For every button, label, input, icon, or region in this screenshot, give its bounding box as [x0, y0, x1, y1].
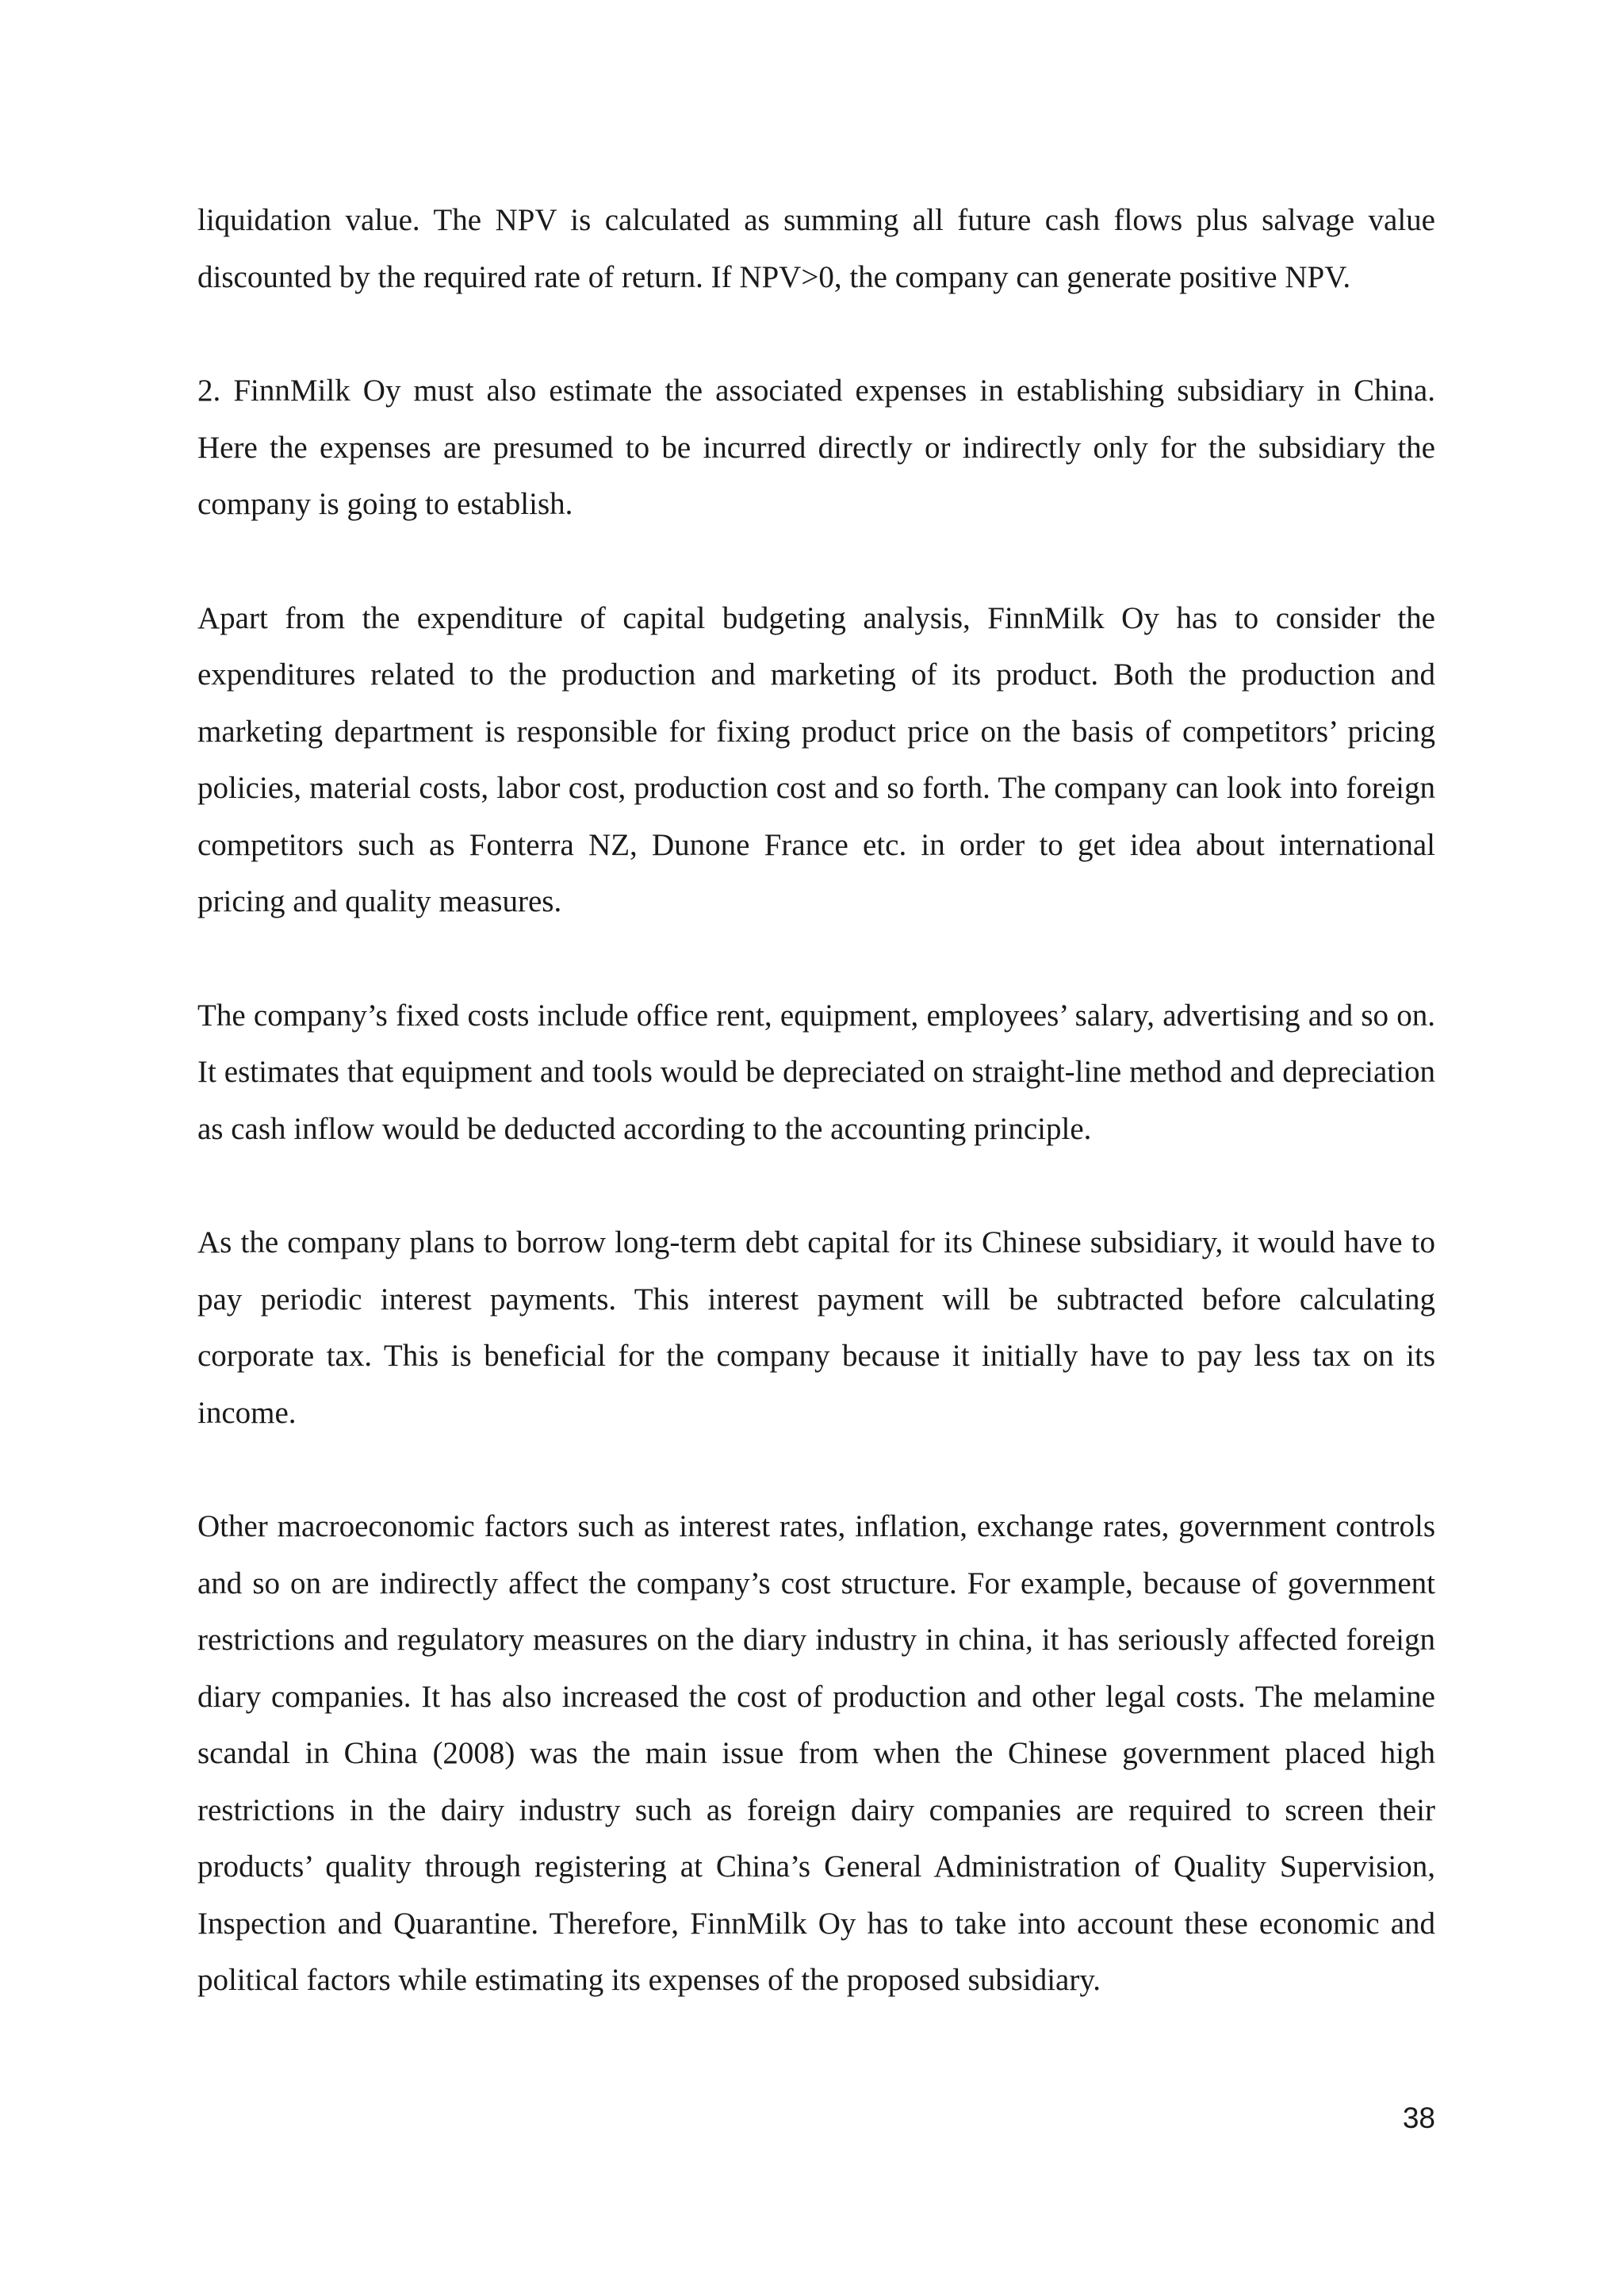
page-number: 38 [1402, 2102, 1435, 2134]
paragraph-interest-payments: As the company plans to borrow long-term debt capital for its Chinese subsidiary, it would have to pay periodic interest payments. This interest payment will be subtracted before calculating corporate tax. This is beneficial for the company because it initially have to pay less tax on its income. [197, 1225, 1435, 1430]
paragraph-macroeconomic-factors: Other macroeconomic factors such as interest rates, inflation, exchange rates, government controls and so on are indirectly affect the company’s cost structure. For example, because of government restrictions and regulatory measures on the diary industry in china, it has seriously affected foreign diary companies. It has also increased the cost of production and other legal costs. The melamine scandal in China (2008) was the main issue from when the Chinese government placed high restrictions in the dairy industry such as foreign dairy companies are required to screen their products’ quality through registering at China’s General Administration of Quality Supervision, Inspection and Quarantine. Therefore, FinnMilk Oy has to take into account these economic and political factors while estimating its expenses of the proposed subsidiary. [197, 1509, 1435, 1997]
paragraph-fixed-costs: The company’s fixed costs include office rent, equipment, employees’ salary, advertising and so on. It estimates that equipment and tools would be depreciated on straight-line method and depreciation as cash inflow would be deducted according to the accounting principle. [197, 998, 1435, 1146]
body-text [197, 192, 1435, 2009]
paragraph-estimate-expenses: 2. FinnMilk Oy must also estimate the associated expenses in establishing subsidiary in China. Here the expenses are presumed to be incurred directly or indirectly only for the subsidiary the company is going to establish. [197, 374, 1435, 521]
paragraph-npv-continuation: liquidation value. The NPV is calculated as summing all future cash flows plus salvage value discounted by the required rate of return. If NPV>0, the company can generate positive NPV. [197, 203, 1435, 294]
paragraph-production-marketing: Apart from the expenditure of capital budgeting analysis, FinnMilk Oy has to consider the expenditures related to the production and marketing of its product. Both the production and marketing department is responsible for fixing product price on the basis of competitors’ pricing policies, material costs, labor cost, production cost and so forth. The company can look into foreign competitors such as Fonterra NZ, Dunone France etc. in order to get idea about international pricing and quality measures. [197, 600, 1435, 918]
